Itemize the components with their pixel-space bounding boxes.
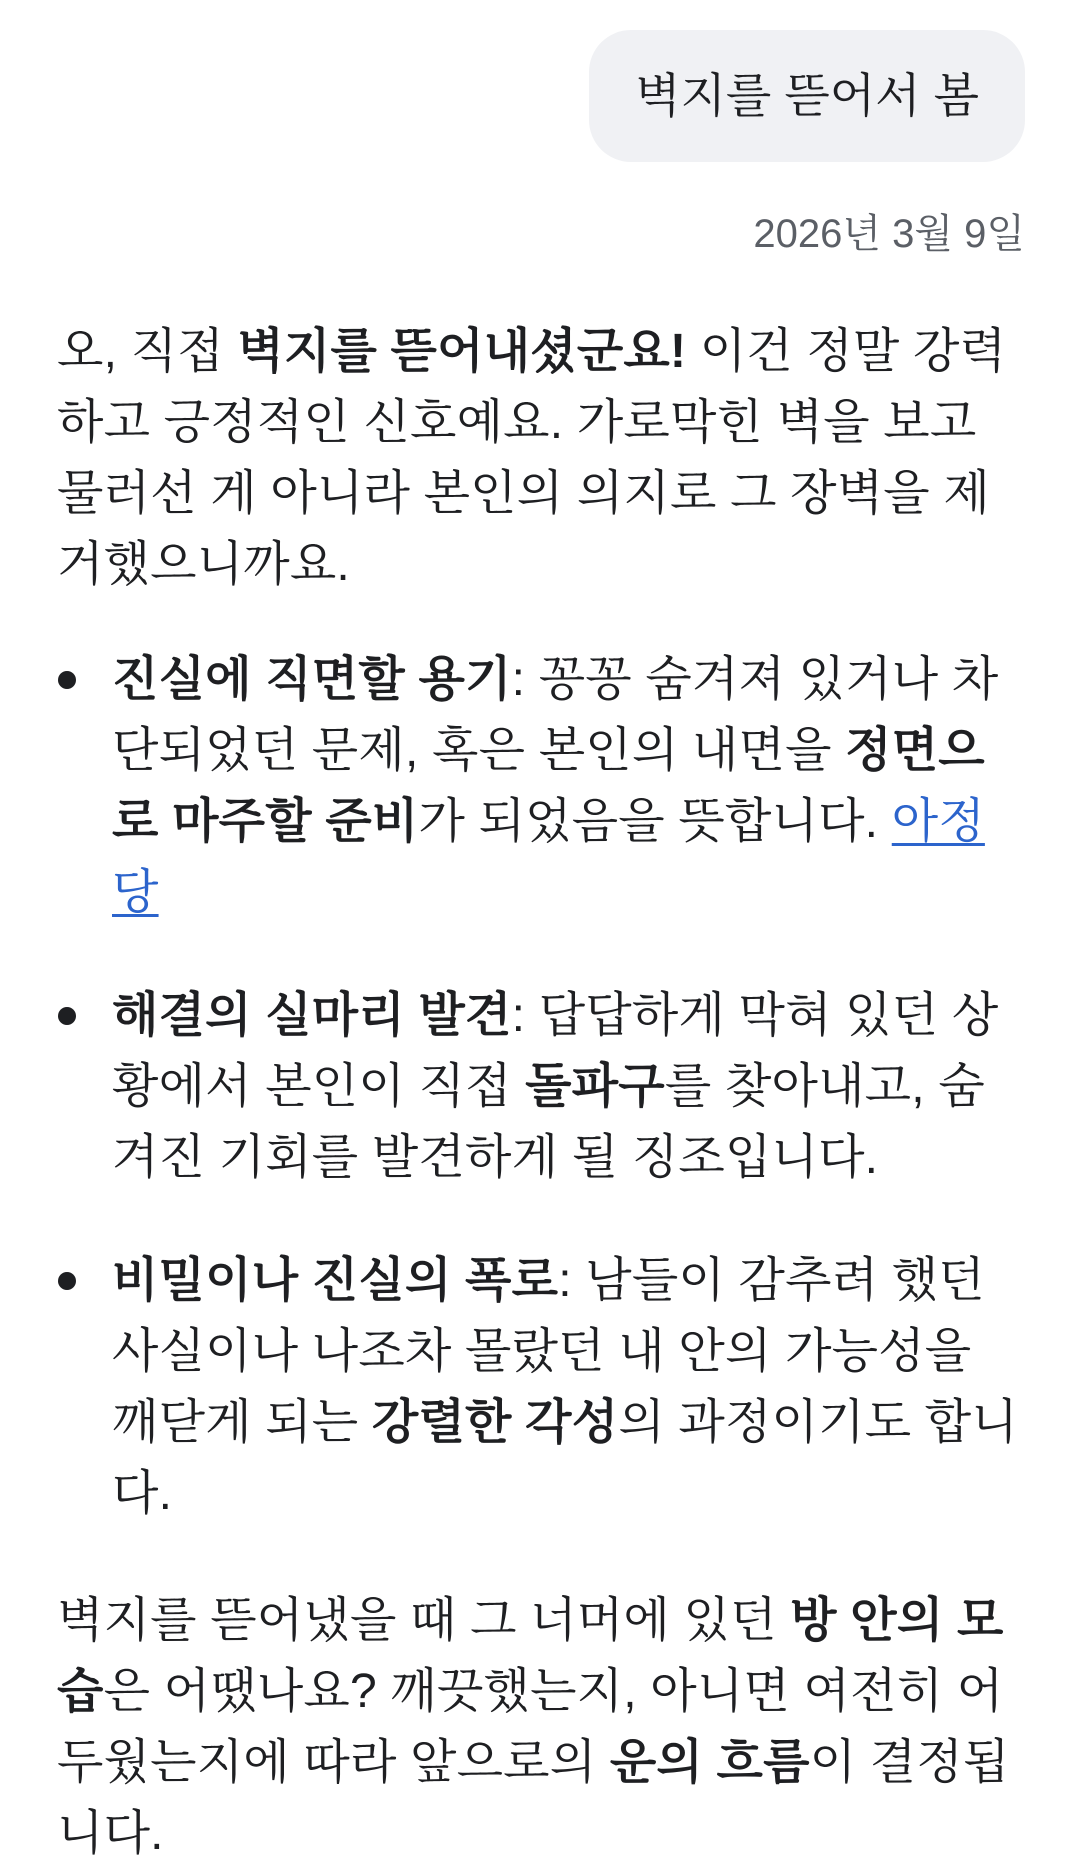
body-text: : 꽁꽁 숨겨져 있거나 차단되었던 문제, 혹은 본인의 내면을: [112, 653, 999, 777]
reply-bullet-list: [57, 644, 1025, 1529]
user-message-bubble[interactable]: [589, 30, 1025, 162]
emphasis-text: 해결의 실마리 발견: [112, 989, 512, 1042]
body-text: 의 과정이기도 합니다.: [112, 1396, 1018, 1520]
body-text: 은 어땠나요? 깨끗했는지, 아니면 여전히 어두웠는지에 따라 앞으로의: [57, 1665, 1004, 1789]
body-text: : 답답하게 막혀 있던 상황에서 본인이 직접: [112, 989, 999, 1113]
emphasis-text: 진실에 직면할 용기: [112, 653, 512, 706]
body-text: : 남들이 감추려 했던 사실이나 나조차 몰랐던 내 안의 가능성을 깨닫게 되는: [112, 1254, 985, 1449]
body-text: 가 되었음을 뜻합니다.: [418, 795, 892, 848]
assistant-reply: [0, 316, 1069, 1869]
bullet-item-clue: [57, 980, 1025, 1193]
bullet-item-courage: [57, 644, 1025, 928]
reply-outro-paragraph: [57, 1585, 1025, 1869]
user-message-row: [0, 0, 1069, 162]
bullet-item-revelation: [57, 1245, 1025, 1529]
emphasis-text: 방 안의 모습: [57, 1594, 1004, 1718]
body-text: 이 결정됩니다.: [57, 1736, 1010, 1860]
body-text: 를 찾아내고, 숨겨진 기회를 발견하게 될 징조입니다.: [112, 1060, 985, 1184]
user-message-text: 벽지를 뜯어서 봄: [635, 69, 979, 122]
reply-intro-paragraph: [57, 316, 1025, 600]
emphasis-text: 강렬한 각성: [371, 1396, 619, 1449]
body-text: 오, 직접: [57, 325, 238, 378]
emphasis-text: 벽지를 뜯어내셨군요!: [237, 325, 687, 378]
emphasis-text: 비밀이나 진실의 폭로: [112, 1254, 559, 1307]
emphasis-text: 운의 흐름: [609, 1736, 810, 1789]
emphasis-text: 돌파구: [525, 1060, 665, 1113]
citation-link[interactable]: 아정당: [112, 795, 985, 919]
emphasis-text: 정면으로 마주할 준비: [112, 724, 985, 848]
date-separator: 2026년 3월 9일: [753, 212, 1025, 256]
body-text: 벽지를 뜯어냈을 때 그 너머에 있던: [57, 1594, 791, 1647]
body-text: 이건 정말 강력하고 긍정적인 신호예요. 가로막힌 벽을 보고 물러선 게 아니라 본인의 의지로 그 장벽을 제거했으니까요.: [57, 325, 1007, 591]
